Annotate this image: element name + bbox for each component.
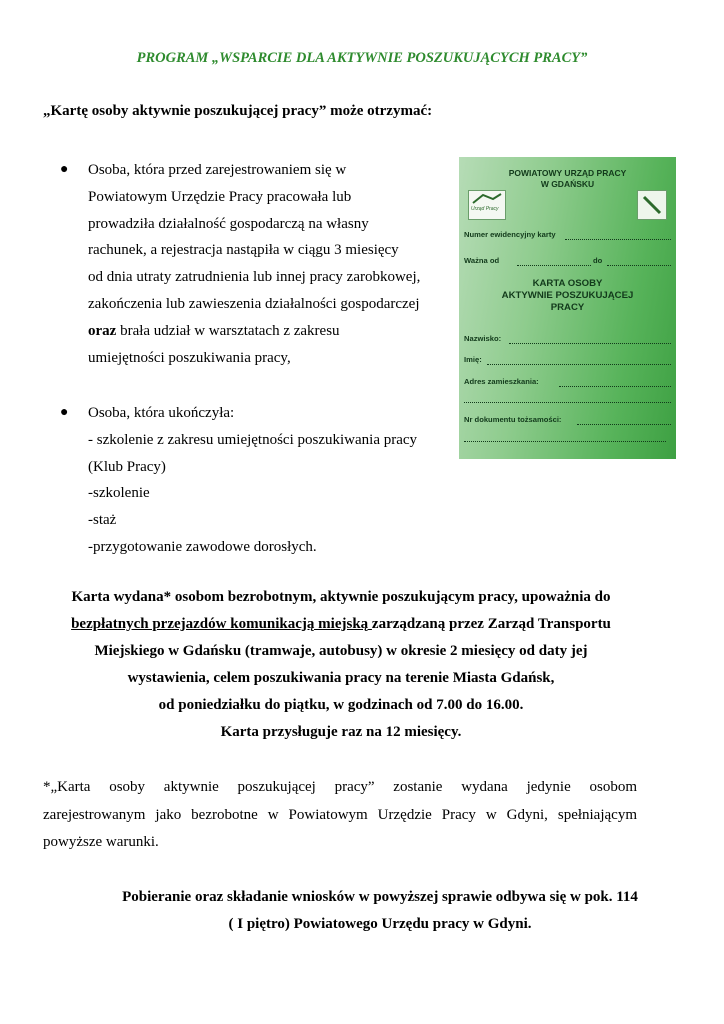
- card-image: [459, 157, 676, 459]
- card-header-line: POWIATOWY URZĄD PRACY: [508, 168, 627, 178]
- urzad-pracy-logo: [468, 190, 506, 220]
- bullet1-line-rest: brała udział w warsztatach z zakresu: [116, 322, 340, 339]
- card-info-line: od poniedziałku do piątku, w godzinach od 7.00 do 16.00.: [158, 697, 524, 713]
- card-title-line: PRACY: [550, 302, 585, 313]
- card-field-do: do: [593, 256, 603, 265]
- bullet1-line: zakończenia lub zawieszenia działalności gospodarczej: [88, 295, 420, 312]
- card-info-paragraph: [0, 584, 682, 746]
- bullet-icon: ●: [60, 405, 69, 420]
- bullet2-line: -przygotowanie zawodowe dorosłych.: [88, 538, 317, 555]
- footer-paragraph: [55, 884, 705, 938]
- footnote-line: powyższe warunki.: [43, 834, 159, 850]
- footnote-line: *„Karta osoby aktywnie poszukującej pracy” zostanie wydana jedynie osobom: [43, 779, 637, 795]
- page-title: PROGRAM „WSPARCIE DLA AKTYWNIE POSZUKUJĄCYCH PRACY”: [136, 50, 588, 66]
- card-info-line-rest: zarządzaną przez Zarząd Transportu: [371, 616, 611, 632]
- bullet2-line: -staż: [88, 512, 117, 529]
- card-title-line: AKTYWNIE POSZUKUJĄCEJ: [501, 290, 634, 301]
- bullet2-line: Osoba, która ukończyła:: [88, 405, 235, 421]
- card-header: [459, 168, 676, 190]
- bullet2-line: - szkolenie z zakresu umiejętności poszukiwania pracy: [88, 431, 418, 448]
- bullet1-line: umiejętności poszukiwania pracy,: [88, 349, 291, 366]
- card-header-line: W GDAŃSKU: [540, 179, 595, 189]
- bullet1-line: rachunek, a rejestracja nastąpiła w ciągu 3 miesięcy: [88, 242, 399, 259]
- bullet1-line: Osoba, która przed zarejestrowaniem się w: [88, 162, 347, 178]
- bullet1-line: prowadziła działalność gospodarczą na własny: [88, 215, 369, 232]
- footnote-line: zarejestrowanym jako bezrobotne w Powiatowym Urzędzie Pracy w Gdyni, spełniającym: [43, 806, 637, 823]
- card-info-line: Karta wydana* osobom bezrobotnym, aktywnie poszukującym pracy, upoważnia do: [71, 589, 611, 605]
- bullet1-line: od dnia utraty zatrudnienia lub innej pracy zarobkowej,: [88, 269, 421, 286]
- bold-word-oraz: oraz: [88, 322, 117, 339]
- card-field-imie: Imię:: [464, 355, 482, 364]
- pen-icon: [637, 190, 667, 220]
- underlined-text: bezpłatnych przejazdów komunikacją miejską: [71, 616, 372, 632]
- intro-heading: „Kartę osoby aktywnie poszukującej pracy” może otrzymać:: [43, 103, 433, 119]
- card-field-numer: Numer ewidencyjny karty: [464, 230, 556, 239]
- card-info-line: Miejskiego w Gdańsku (tramwaje, autobusy) w okresie 2 miesięcy od daty jej: [94, 643, 588, 659]
- card-info-line: wystawienia, celem poszukiwania pracy na terenie Miasta Gdańsk,: [127, 670, 555, 686]
- card-title-line: KARTA OSOBY: [532, 278, 603, 289]
- card-field-adres: Adres zamieszkania:: [464, 377, 539, 386]
- footer-line: Pobieranie oraz składanie wniosków w powyższej sprawie odbywa się w pok. 114: [122, 889, 638, 905]
- bullet2-line: (Klub Pracy): [88, 458, 166, 475]
- bullet-icon: ●: [60, 162, 69, 177]
- bullet2-line: -szkolenie: [88, 485, 150, 502]
- card-field-wazna-od: Ważna od: [464, 256, 500, 265]
- footer-line: ( I piętro) Powiatowego Urzędu pracy w Gdyni.: [228, 916, 532, 932]
- card-info-line: [0, 611, 682, 638]
- card-info-line: Karta przysługuje raz na 12 miesięcy.: [220, 724, 462, 740]
- card-field-nazwisko: Nazwisko:: [464, 334, 502, 343]
- bullet1-line: Powiatowym Urzędzie Pracy pracowała lub: [88, 188, 352, 205]
- card-field-dokument: Nr dokumentu tożsamości:: [464, 415, 562, 424]
- footnote-paragraph: [43, 774, 637, 857]
- bullet1-line: [88, 318, 420, 345]
- logo-text: Urząd Pracy: [471, 206, 499, 212]
- card-title: [459, 278, 676, 314]
